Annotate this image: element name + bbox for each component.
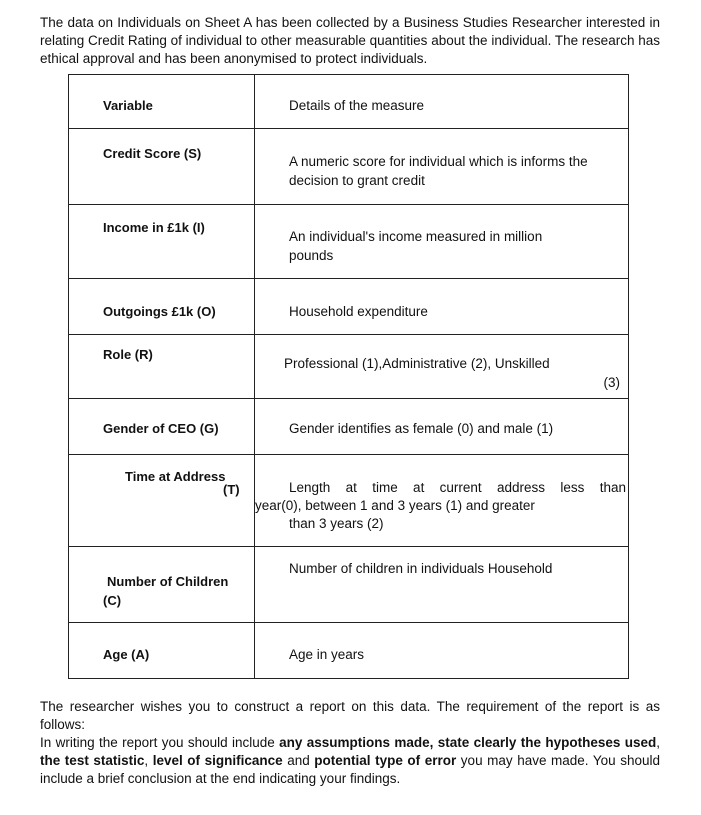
variable-age: Age (A) — [103, 647, 150, 662]
instructions-text-end: you may have made. You should include a brief conclusion at the end indicating your findings. — [40, 753, 661, 786]
header-variable: Variable — [103, 98, 153, 113]
variable-outgoings: Outgoings £1k (O) — [103, 304, 216, 319]
table-cell-details — [255, 75, 629, 129]
table-cell-details — [255, 335, 629, 399]
variable-children: Number of Children — [107, 574, 229, 589]
emphasis-assumptions: any assumptions made — [279, 735, 430, 750]
table-cell-details — [255, 205, 629, 279]
details-outgoings: Household expenditure — [289, 304, 428, 319]
instructions-line1: The researcher wishes you to construct a report on this data. The requirement of the report is as follows: — [40, 699, 660, 732]
table-cell-details — [255, 279, 629, 335]
details-role-extra: (3) — [603, 375, 620, 390]
details-credit-score: A numeric score for individual which is informs the decision to grant credit — [289, 154, 588, 188]
table-row — [69, 623, 629, 679]
intro-paragraph: The data on Individuals on Sheet A has been collected by a Business Studies Researcher interested in relating Credit Rating of individual to other measurable quantities about the individual. The research has ethical approval and has been anonymised to protect individuals. — [40, 15, 660, 66]
emphasis-significance: level of significance — [152, 753, 283, 768]
instructions-text: In writing the report you should include — [40, 735, 280, 750]
variable-time-at-address: Time at Address — [125, 469, 226, 484]
instructions — [40, 698, 660, 788]
table-row — [69, 335, 629, 399]
table-cell-variable — [69, 335, 255, 399]
table-cell-details — [255, 547, 629, 623]
variable-gender: Gender of CEO (G) — [103, 421, 219, 436]
details-role: Professional (1),Administrative (2), Unskilled — [284, 356, 550, 371]
emphasis-separator: , — [429, 735, 438, 750]
details-income: An individual's income measured in million pounds — [289, 229, 543, 263]
table-cell-details — [255, 455, 629, 547]
instructions-line2 — [40, 734, 660, 788]
header-details: Details of the measure — [289, 98, 425, 113]
table-cell-variable — [69, 75, 255, 129]
emphasis-error-type: potential type of error — [314, 753, 457, 768]
table-row — [69, 455, 629, 547]
table-row — [69, 399, 629, 455]
variable-role: Role (R) — [103, 347, 153, 362]
variable-credit-score: Credit Score (S) — [103, 146, 202, 161]
table-row — [69, 279, 629, 335]
table-row — [69, 129, 629, 205]
table-cell-variable — [69, 399, 255, 455]
variable-time-at-address-extra: (T) — [223, 482, 240, 497]
details-time-at-address-line3: than 3 years (2) — [289, 516, 384, 531]
instructions-separator: , — [656, 735, 660, 750]
details-age: Age in years — [289, 647, 365, 662]
table-cell-details — [255, 129, 629, 205]
variables-table — [68, 74, 629, 679]
table-cell-variable — [69, 623, 255, 679]
table-cell-variable — [69, 205, 255, 279]
instructions-and: and — [282, 753, 315, 768]
table-cell-variable — [69, 455, 255, 547]
table-row — [69, 75, 629, 129]
details-children: Number of children in individuals Household — [289, 561, 553, 576]
table-cell-variable — [69, 547, 255, 623]
details-time-at-address: Length at time at current address less than — [289, 480, 626, 495]
table-cell-variable — [69, 279, 255, 335]
details-gender: Gender identifies as female (0) and male (1) — [289, 421, 554, 436]
variable-children-extra: (C) — [103, 593, 122, 608]
table-row — [69, 547, 629, 623]
emphasis-test-statistic: the test statistic — [40, 753, 145, 768]
table-cell-details — [255, 623, 629, 679]
instructions-separator: , — [144, 753, 153, 768]
emphasis-hypotheses: state clearly the hypotheses used — [437, 735, 657, 750]
table-row — [69, 205, 629, 279]
details-time-at-address-line2: year(0), between 1 and 3 years (1) and greater — [255, 498, 535, 513]
variable-income: Income in £1k (I) — [103, 220, 205, 235]
table-cell-variable — [69, 129, 255, 205]
table-cell-details — [255, 399, 629, 455]
